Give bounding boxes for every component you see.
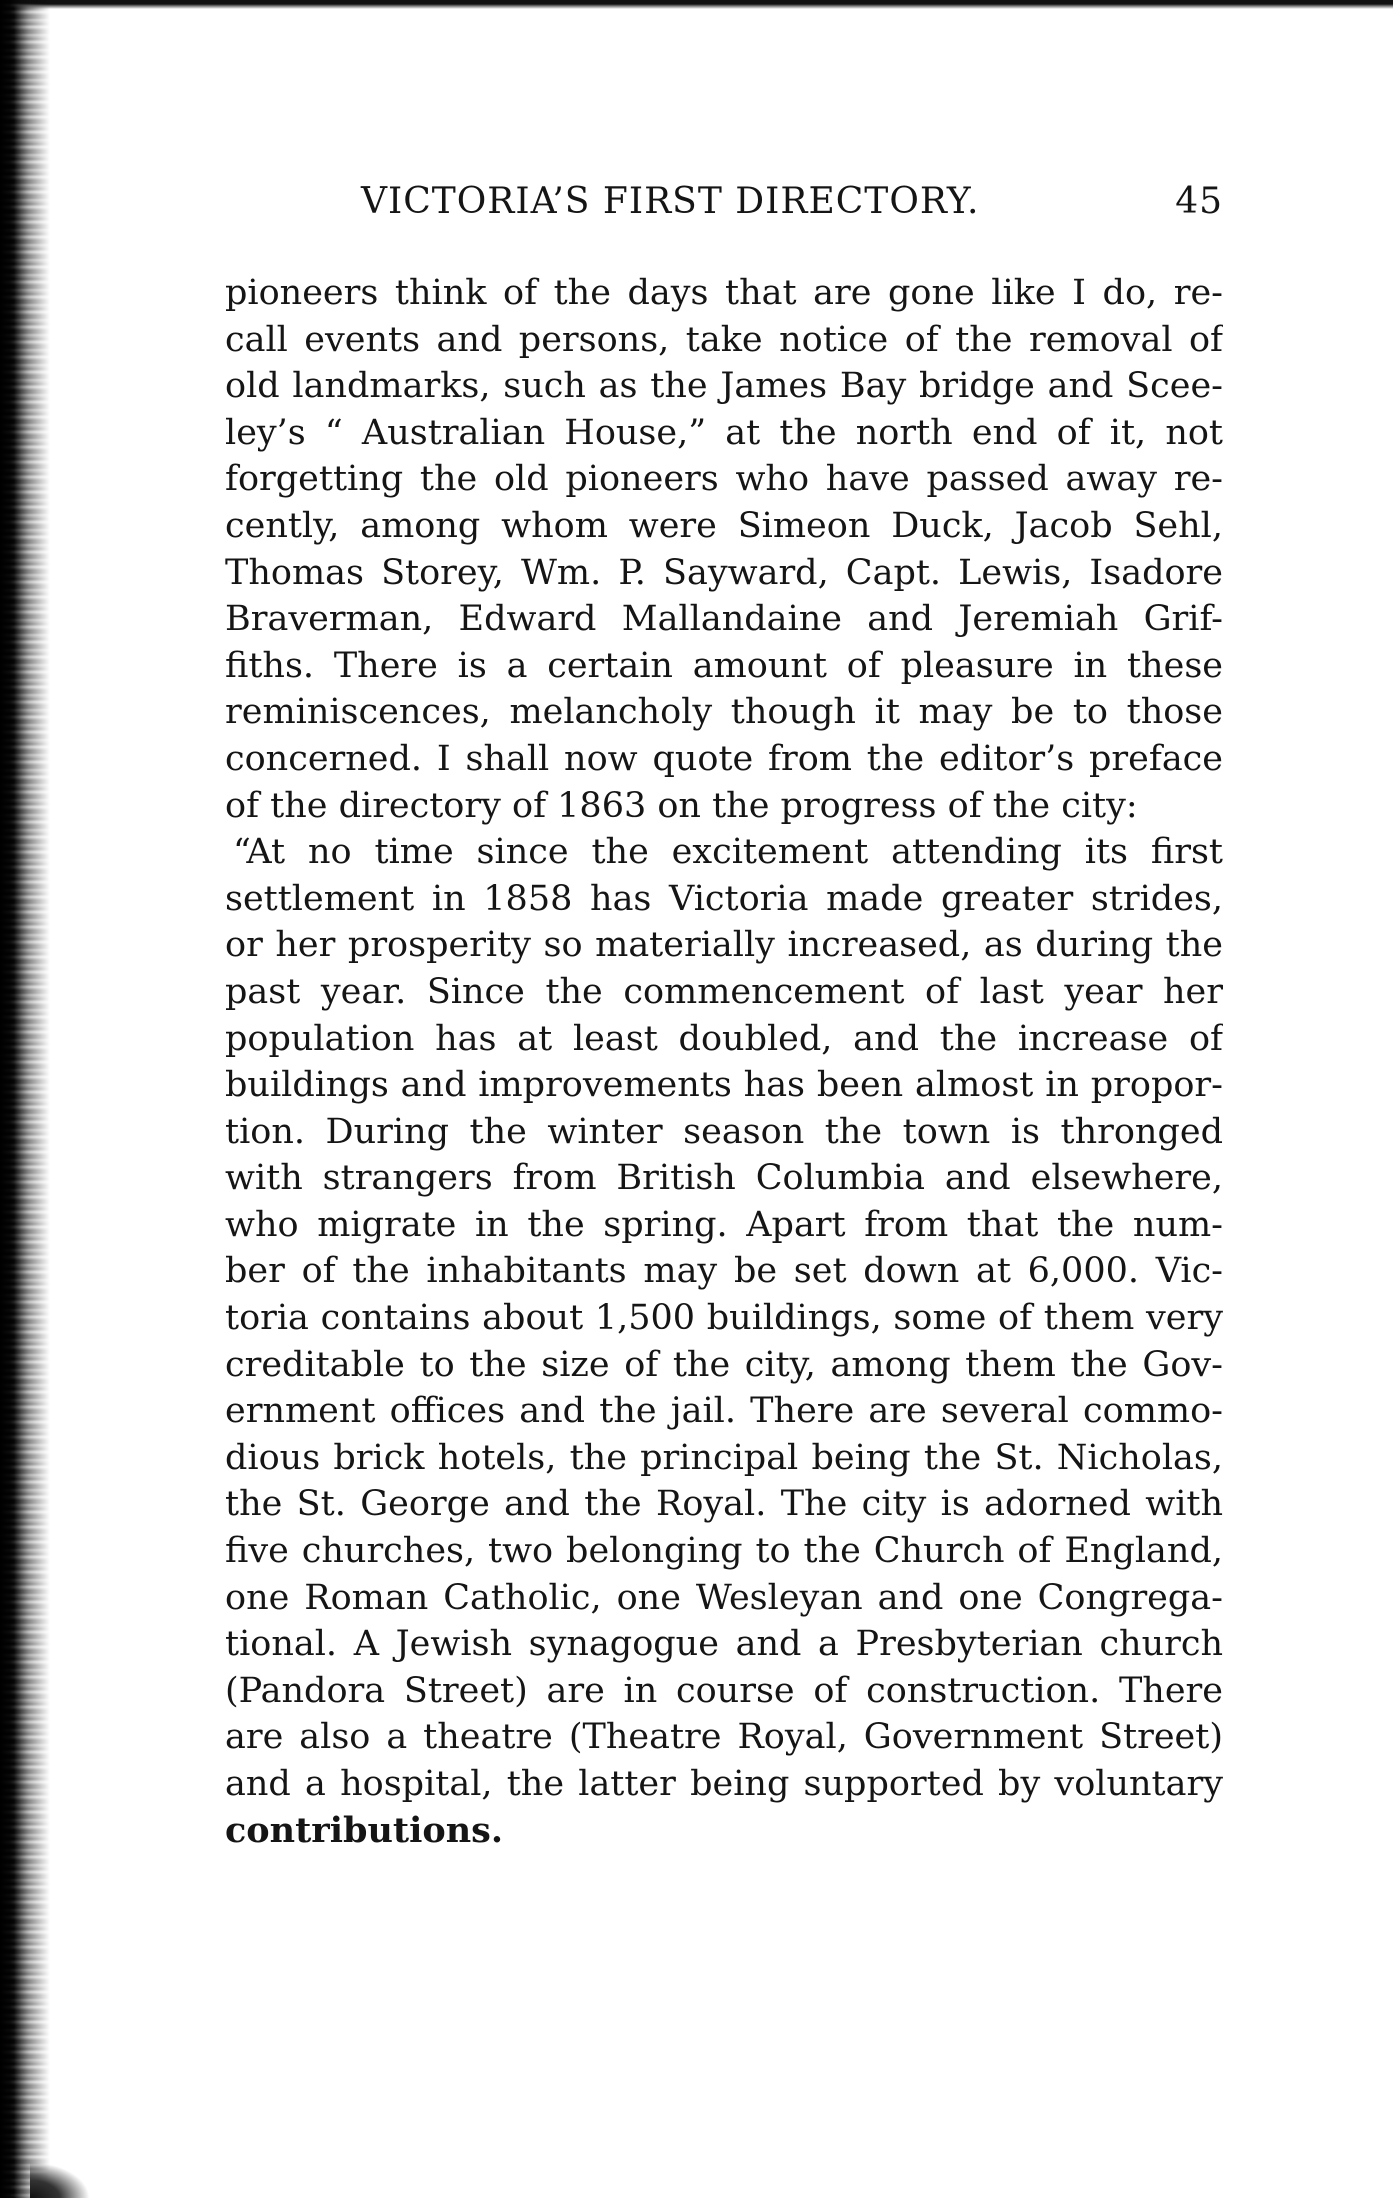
text-line: pioneers think of the days that are gone like I do, re-: [225, 273, 1223, 313]
text-line: or her prosperity so materially increased, as during the: [225, 925, 1223, 966]
scan-top-edge: [0, 0, 1393, 9]
text-line: fiths. There is a certain amount of pleasure in these: [225, 645, 1223, 686]
text-line: population has at least doubled, and the increase of: [225, 1018, 1223, 1059]
text-line: and a hospital, the latter being supported by voluntary: [225, 1764, 1223, 1804]
text-line: ley’s “ Australian House,” at the north end of it, not: [225, 412, 1223, 453]
text-line: settlement in 1858 has Victoria made greater strides,: [225, 878, 1223, 919]
text-line: ber of the inhabitants may be set down at 6,000. Vic-: [225, 1251, 1223, 1292]
text-line: one Roman Catholic, one Wesleyan and one Congrega-: [225, 1577, 1223, 1618]
running-title: VICTORIA’S FIRST DIRECTORY.: [361, 181, 980, 222]
text-line: dious brick hotels, the principal being the St. Nicholas,: [225, 1437, 1223, 1478]
paragraph-end-line: of the directory of 1863 on the progress of the city:: [225, 785, 1138, 826]
text-line: tion. During the winter season the town is thronged: [225, 1111, 1223, 1152]
text-line: five churches, two belonging to the Church of England,: [225, 1531, 1223, 1572]
text-line: buildings and improvements has been almost in propor-: [225, 1065, 1223, 1106]
text-line: (Pandora Street) are in course of construction. There: [225, 1670, 1223, 1711]
text-line: forgetting the old pioneers who have passed away re-: [225, 459, 1223, 500]
quote-start-line: “At no time since the excitement attending its first: [233, 832, 1223, 873]
text-line: creditable to the size of the city, among them the Gov-: [225, 1344, 1223, 1385]
body-text: [225, 270, 1223, 1854]
paragraph-end-line: contributions.: [225, 1809, 504, 1851]
text-line: call events and persons, take notice of the removal of: [225, 319, 1223, 360]
text-line: with strangers from British Columbia and elsewhere,: [225, 1158, 1223, 1199]
text-line: are also a theatre (Theatre Royal, Government Street): [225, 1717, 1223, 1758]
page-number: 45: [1175, 181, 1223, 222]
text-line: ernment offices and the jail. There are several commo-: [225, 1391, 1223, 1432]
text-line: who migrate in the spring. Apart from that the num-: [225, 1204, 1223, 1245]
text-line: reminiscences, melancholy though it may be to those: [225, 692, 1223, 733]
page-header: [225, 176, 1223, 228]
text-line: cently, among whom were Simeon Duck, Jacob Sehl,: [225, 505, 1223, 546]
text-line: the St. George and the Royal. The city is adorned with: [225, 1484, 1223, 1525]
text-line: Thomas Storey, Wm. P. Sayward, Capt. Lewis, Isadore: [225, 552, 1223, 593]
text-line: past year. Since the commencement of last year her: [225, 971, 1223, 1012]
scan-binding-edge: [0, 0, 50, 2198]
text-line: old landmarks, such as the James Bay bridge and Scee-: [225, 366, 1223, 407]
text-line: tional. A Jewish synagogue and a Presbyterian church: [225, 1624, 1223, 1665]
scan-corner-shadow: [30, 2162, 90, 2198]
text-line: Braverman, Edward Mallandaine and Jeremiah Grif-: [225, 599, 1223, 640]
text-line: concerned. I shall now quote from the editor’s preface: [225, 738, 1223, 779]
text-line: toria contains about 1,500 buildings, some of them very: [225, 1298, 1223, 1339]
